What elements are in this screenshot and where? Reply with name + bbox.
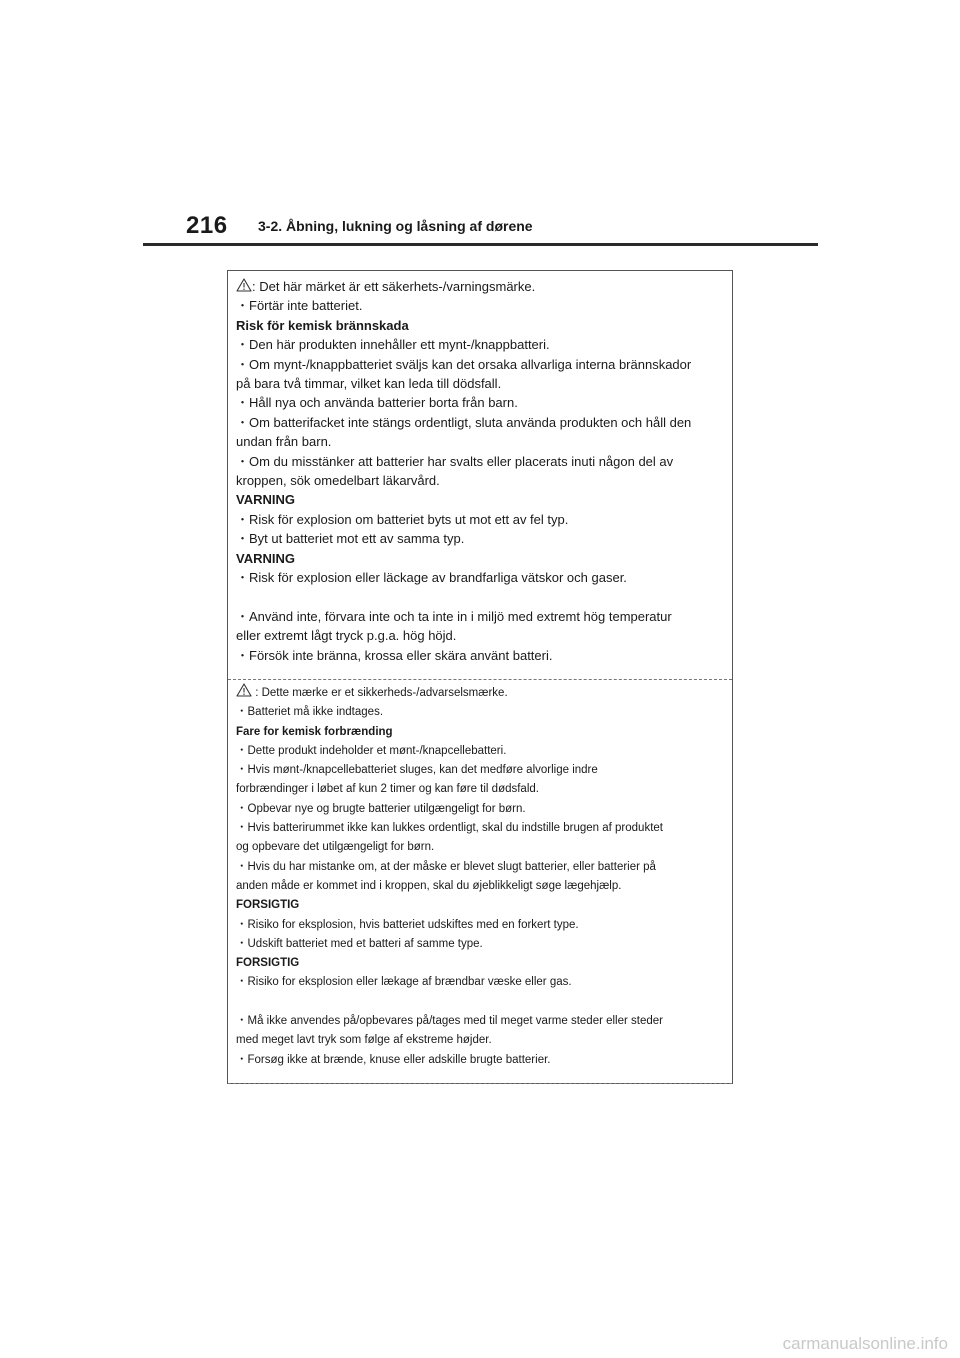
warning-text-line <box>236 780 724 799</box>
warning-text-line <box>236 683 724 703</box>
line-text: VARNING <box>236 492 295 508</box>
line-text: ・Risiko for eksplosion eller lækage af brændbar væske eller gas. <box>236 976 572 989</box>
warning-text-line <box>236 529 724 548</box>
line-text: kroppen, sök omedelbart läkarvård. <box>236 473 440 489</box>
line-text: ・Hvis batterirummet ikke kan lukkes ordentligt, skal du indstille brugen af produktet <box>236 822 663 835</box>
warning-text-line <box>236 335 724 354</box>
line-text: ・Om mynt-/knappbatteriet sväljs kan det orsaka allvarliga interna brännskador <box>236 356 692 372</box>
warning-text-line <box>236 761 724 780</box>
line-text: ・Förtär inte batteriet. <box>236 298 363 314</box>
line-text: ・Risk för explosion om batteriet byts ut mot ett av fel typ. <box>236 511 569 527</box>
warning-text-line <box>236 1031 724 1050</box>
line-text: ・Dette produkt indeholder et mønt-/knapcellebatteri. <box>236 744 507 757</box>
page-number: 216 <box>186 212 228 239</box>
battery-warning-box <box>227 270 733 1084</box>
line-text: ・Hvis du har mistanke om, at der måske er blevet slugt batterier, eller batterier på <box>236 860 656 873</box>
line-text: ・Hvis mønt-/knapcellebatteriet sluges, kan det medføre alvorlige indre <box>236 764 598 777</box>
warning-text-line <box>236 296 724 315</box>
warning-triangle-icon <box>236 278 252 292</box>
line-text: undan från barn. <box>236 434 332 450</box>
warning-text-line <box>236 858 724 877</box>
line-text: ・Om du misstänker att batterier har svalts eller placerats inuti någon del av <box>236 453 674 469</box>
line-text: ・Använd inte, förvara inte och ta inte in i miljö med extremt hög temperatur <box>236 608 672 624</box>
warning-text-line <box>236 374 724 393</box>
warning-text-line <box>236 935 724 954</box>
warning-text-line <box>236 1012 724 1031</box>
line-text: og opbevare det utilgængeligt for børn. <box>236 841 435 854</box>
warning-text-line <box>236 568 724 587</box>
warning-text-line <box>236 742 724 761</box>
header-rule <box>143 243 818 246</box>
line-text: ・Den här produkten innehåller ett mynt-/knappbatteri. <box>236 337 550 353</box>
chapter-title: 3-2. Åbning, lukning og låsning af dørene <box>258 218 533 234</box>
warning-text-line <box>236 452 724 471</box>
line-text: ・Håll nya och använda batterier borta från barn. <box>236 395 518 411</box>
warning-heading <box>236 723 724 742</box>
line-text: ・Må ikke anvendes på/opbevares på/tages med til meget varme steder eller steder <box>236 1015 663 1028</box>
line-text: forbrændinger i løbet af kun 2 timer og kan føre til dødsfald. <box>236 783 539 796</box>
warning-text-line <box>236 819 724 838</box>
warning-text-line <box>236 838 724 857</box>
warning-text-line <box>236 413 724 432</box>
warning-text-line <box>236 703 724 722</box>
warning-heading <box>236 316 724 335</box>
swedish-warning-section <box>228 277 732 665</box>
warning-text-line <box>236 646 724 665</box>
blank-line <box>236 993 724 1012</box>
warning-text-line <box>236 432 724 451</box>
line-text: ・Opbevar nye og brugte batterier utilgængeligt for børn. <box>236 802 526 815</box>
line-text: Fare for kemisk forbrænding <box>236 725 393 738</box>
line-text: VARNING <box>236 550 295 566</box>
bottom-divider <box>228 1083 732 1084</box>
line-text: ・Risk för explosion eller läckage av brandfarliga vätskor och gaser. <box>236 570 627 586</box>
line-text: ・Försök inte bränna, krossa eller skära använt batteri. <box>236 647 553 663</box>
warning-text-line <box>236 393 724 412</box>
danish-warning-section <box>228 683 732 1070</box>
line-text: FORSIGTIG <box>236 899 300 912</box>
warning-text-line <box>236 277 724 296</box>
warning-text-line <box>236 355 724 374</box>
warning-heading <box>236 896 724 915</box>
warning-heading <box>236 549 724 568</box>
warning-text-line <box>236 471 724 490</box>
line-text: med meget lavt tryk som følge af ekstreme højder. <box>236 1034 492 1047</box>
line-text: anden måde er kommet ind i kroppen, skal du øjeblikkeligt søge lægehjælp. <box>236 879 622 892</box>
line-text: ・Udskift batteriet med et batteri af samme type. <box>236 937 483 950</box>
warning-text-line <box>236 916 724 935</box>
warning-heading <box>236 954 724 973</box>
line-text: ・Batteriet må ikke indtages. <box>236 706 384 719</box>
line-text: : Dette mærke er et sikkerheds-/advarselsmærke. <box>252 687 508 699</box>
line-text: ・Risiko for eksplosion, hvis batteriet udskiftes med en forkert type. <box>236 918 579 931</box>
warning-text-line <box>236 626 724 645</box>
warning-text-line <box>236 607 724 626</box>
line-text: ・Om batterifacket inte stängs ordentligt, sluta använda produkten och håll den <box>236 414 692 430</box>
warning-text-line <box>236 1051 724 1070</box>
warning-text-line <box>236 973 724 992</box>
line-text: ・Byt ut batteriet mot ett av samma typ. <box>236 531 465 547</box>
warning-text-line <box>236 510 724 529</box>
warning-heading <box>236 490 724 509</box>
warning-text-line <box>236 877 724 896</box>
warning-triangle-icon <box>236 683 252 697</box>
line-text: : Det här märket är ett säkerhets-/varningsmärke. <box>252 279 536 294</box>
watermark: carmanualsonline.info <box>782 1334 948 1353</box>
warning-text-line <box>236 800 724 819</box>
line-text: eller extremt lågt tryck p.g.a. hög höjd. <box>236 628 457 644</box>
section-divider <box>228 679 732 680</box>
line-text: Risk för kemisk brännskada <box>236 317 409 333</box>
line-text: på bara två timmar, vilket kan leda till dödsfall. <box>236 376 502 392</box>
blank-line <box>236 588 724 607</box>
line-text: ・Forsøg ikke at brænde, knuse eller adskille brugte batterier. <box>236 1053 551 1066</box>
line-text: FORSIGTIG <box>236 957 300 970</box>
